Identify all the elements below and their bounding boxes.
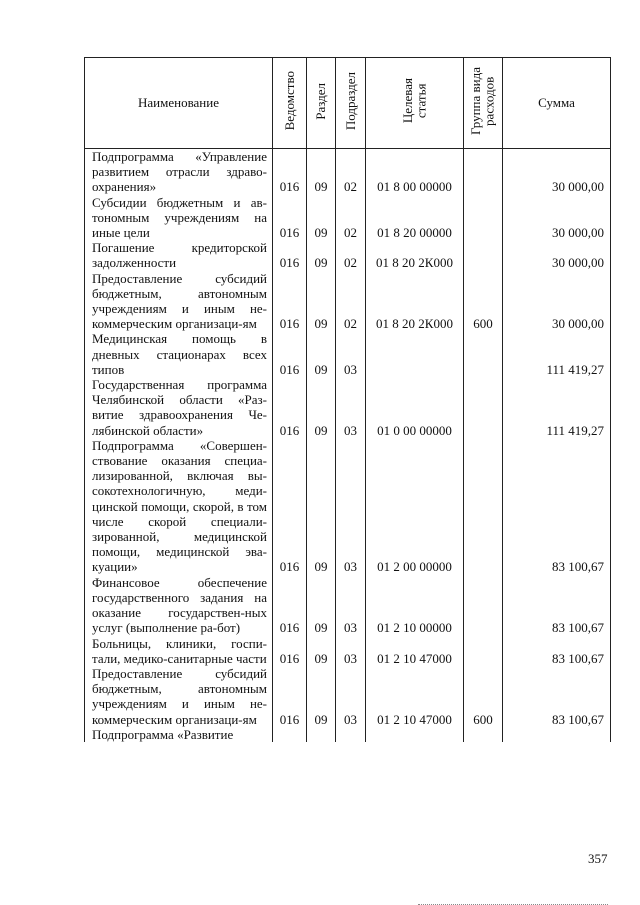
- table-row: [85, 195, 611, 241]
- row-gruppa-vida: [464, 331, 503, 377]
- table-row: [85, 149, 611, 195]
- row-podrazdel: 02: [336, 149, 366, 195]
- row-podrazdel: 03: [336, 575, 366, 636]
- table-row: [85, 636, 611, 666]
- row-podrazdel: 03: [336, 377, 366, 438]
- row-name: Предоставление субсидий бюджетным, автономным учреждениям и иным не-коммерческим организаци-ям: [85, 666, 273, 727]
- row-razdel: 09: [307, 149, 336, 195]
- row-name: Подпрограмма «Управление развитием отрасли здраво-охранения»: [85, 149, 273, 195]
- table-row: [85, 575, 611, 636]
- row-vedomstvo: 016: [273, 149, 307, 195]
- row-name: Субсидии бюджетным и ав-тономным учреждениям на иные цели: [85, 195, 273, 241]
- row-razdel: 09: [307, 331, 336, 377]
- row-vedomstvo: 016: [273, 240, 307, 270]
- budget-table: [84, 57, 611, 742]
- row-gruppa-vida: [464, 438, 503, 575]
- row-name: Предоставление субсидий бюджетным, автономным учреждениям и иным не-коммерческим организаци-ям: [85, 271, 273, 332]
- row-podrazdel: 02: [336, 240, 366, 270]
- row-razdel: 09: [307, 666, 336, 727]
- row-gruppa-vida: [464, 636, 503, 666]
- row-summa: 111 419,27: [503, 331, 611, 377]
- row-podrazdel: 03: [336, 636, 366, 666]
- row-tselevaya-statya: 01 2 00 00000: [366, 438, 464, 575]
- page-number: 357: [588, 851, 608, 866]
- row-tselevaya-statya: [366, 727, 464, 742]
- row-gruppa-vida: [464, 195, 503, 241]
- row-vedomstvo: 016: [273, 666, 307, 727]
- row-razdel: 09: [307, 195, 336, 241]
- row-name: Государственная программа Челябинской области «Раз-витие здравоохранения Че-лябинской области»: [85, 377, 273, 438]
- row-tselevaya-statya: 01 8 20 2К000: [366, 240, 464, 270]
- table-row: [85, 271, 611, 332]
- row-podrazdel: 02: [336, 195, 366, 241]
- row-name: Медицинская помощь в дневных стационарах всех типов: [85, 331, 273, 377]
- row-podrazdel: 03: [336, 666, 366, 727]
- row-name: Погашение кредиторской задолженности: [85, 240, 273, 270]
- row-vedomstvo: [273, 727, 307, 742]
- row-razdel: 09: [307, 377, 336, 438]
- row-summa: 83 100,67: [503, 636, 611, 666]
- row-summa: 30 000,00: [503, 195, 611, 241]
- row-summa: 83 100,67: [503, 438, 611, 575]
- table-row: [85, 377, 611, 438]
- row-name: Финансовое обеспечение государственного задания на оказание государствен-ных услуг (выполнение ра-бот): [85, 575, 273, 636]
- row-tselevaya-statya: 01 2 10 47000: [366, 636, 464, 666]
- row-tselevaya-statya: 01 2 10 00000: [366, 575, 464, 636]
- row-vedomstvo: 016: [273, 575, 307, 636]
- row-podrazdel: 03: [336, 331, 366, 377]
- row-summa: 30 000,00: [503, 271, 611, 332]
- table-row: [85, 331, 611, 377]
- row-gruppa-vida: 600: [464, 271, 503, 332]
- row-razdel: 09: [307, 636, 336, 666]
- row-gruppa-vida: 600: [464, 666, 503, 727]
- row-summa: 83 100,67: [503, 666, 611, 727]
- row-podrazdel: [336, 727, 366, 742]
- header-tselevaya-statya: Целевая статья: [366, 58, 464, 149]
- row-gruppa-vida: [464, 240, 503, 270]
- row-podrazdel: 03: [336, 438, 366, 575]
- header-name: Наименование: [85, 58, 273, 149]
- table-row: [85, 727, 611, 742]
- row-tselevaya-statya: 01 8 20 00000: [366, 195, 464, 241]
- row-vedomstvo: 016: [273, 377, 307, 438]
- row-summa: 30 000,00: [503, 149, 611, 195]
- row-gruppa-vida: [464, 575, 503, 636]
- header-summa: Сумма: [503, 58, 611, 149]
- row-tselevaya-statya: 01 8 00 00000: [366, 149, 464, 195]
- row-gruppa-vida: [464, 149, 503, 195]
- row-summa: 111 419,27: [503, 377, 611, 438]
- row-name: Подпрограмма «Совершен-ствование оказания специа-лизированной, включая вы-сокотехнологичную, меди-цинской помощи, скорой, в том числе скорой специали-зированной, медицинской помощи, медицинской эва-куации»: [85, 438, 273, 575]
- row-name: Подпрограмма «Развитие: [85, 727, 273, 742]
- row-razdel: 09: [307, 271, 336, 332]
- row-tselevaya-statya: 01 2 10 47000: [366, 666, 464, 727]
- row-summa: 30 000,00: [503, 240, 611, 270]
- row-vedomstvo: 016: [273, 331, 307, 377]
- row-razdel: 09: [307, 438, 336, 575]
- row-razdel: 09: [307, 240, 336, 270]
- header-vedomstvo: Ведомство: [273, 58, 307, 149]
- table-row: [85, 240, 611, 270]
- row-tselevaya-statya: 01 0 00 00000: [366, 377, 464, 438]
- row-razdel: [307, 727, 336, 742]
- row-razdel: 09: [307, 575, 336, 636]
- header-gruppa-vida-raskhodov: Группа вида расходов: [464, 58, 503, 149]
- row-gruppa-vida: [464, 727, 503, 742]
- table-row: [85, 666, 611, 727]
- row-tselevaya-statya: 01 8 20 2К000: [366, 271, 464, 332]
- row-vedomstvo: 016: [273, 438, 307, 575]
- row-vedomstvo: 016: [273, 636, 307, 666]
- row-summa: 83 100,67: [503, 575, 611, 636]
- table-row: [85, 438, 611, 575]
- row-vedomstvo: 016: [273, 271, 307, 332]
- row-summa: [503, 727, 611, 742]
- header-podrazdel: Подраздел: [336, 58, 366, 149]
- row-tselevaya-statya: [366, 331, 464, 377]
- row-gruppa-vida: [464, 377, 503, 438]
- row-podrazdel: 02: [336, 271, 366, 332]
- table-header-row: [85, 58, 611, 149]
- header-razdel: Раздел: [307, 58, 336, 149]
- row-name: Больницы, клиники, госпи-тали, медико-санитарные части: [85, 636, 273, 666]
- row-vedomstvo: 016: [273, 195, 307, 241]
